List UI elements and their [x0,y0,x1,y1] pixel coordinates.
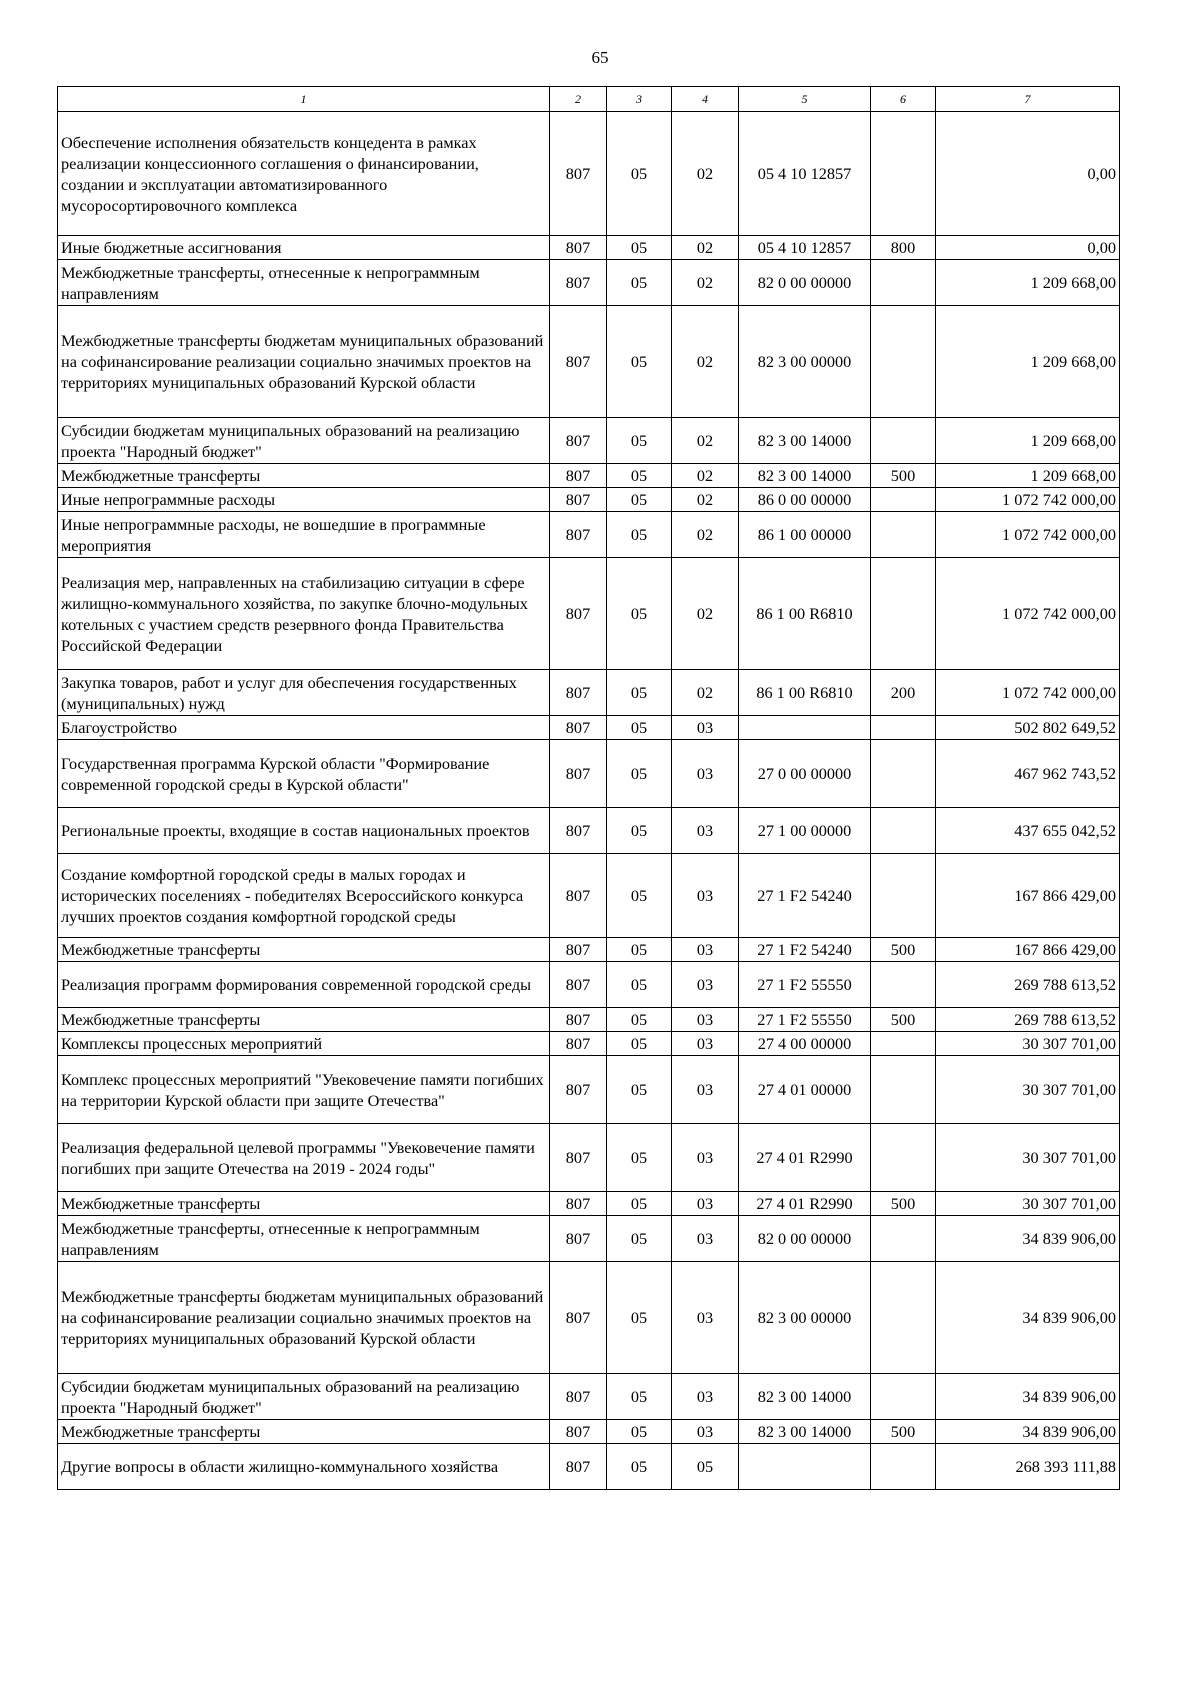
row-ministry: 807 [550,808,607,854]
row-ministry: 807 [550,512,607,558]
row-ministry: 807 [550,1032,607,1056]
row-amount: 167 866 429,00 [936,854,1120,938]
row-ministry: 807 [550,1124,607,1192]
row-section: 05 [607,1124,672,1192]
row-ministry: 807 [550,1262,607,1374]
row-subsection: 03 [672,808,739,854]
row-subsection: 02 [672,464,739,488]
row-ministry: 807 [550,716,607,740]
row-section: 05 [607,670,672,716]
row-ministry: 807 [550,418,607,464]
row-ministry: 807 [550,306,607,418]
table-row [58,260,1120,306]
row-target-code: 82 3 00 00000 [739,1262,871,1374]
row-name: Межбюджетные трансферты бюджетам муниципальных образований на софинансирование реализации социально значимых проектов на территориях муниципальных образований Курской области [58,1262,550,1374]
table-row [58,1056,1120,1124]
row-target-code: 27 4 01 R2990 [739,1192,871,1216]
table-row [58,1216,1120,1262]
row-expense-type [871,1032,936,1056]
row-ministry: 807 [550,854,607,938]
row-ministry: 807 [550,1420,607,1444]
row-target-code: 27 1 F2 54240 [739,938,871,962]
row-name: Закупка товаров, работ и услуг для обеспечения государственных (муниципальных) нужд [58,670,550,716]
row-expense-type [871,418,936,464]
table-row [58,1192,1120,1216]
row-subsection: 03 [672,1124,739,1192]
column-header: 6 [871,87,936,112]
row-target-code: 27 1 F2 54240 [739,854,871,938]
row-target-code: 82 3 00 14000 [739,464,871,488]
table-row [58,962,1120,1008]
column-header: 7 [936,87,1120,112]
row-amount: 34 839 906,00 [936,1216,1120,1262]
row-expense-type: 500 [871,464,936,488]
row-target-code: 27 4 01 00000 [739,1056,871,1124]
row-section: 05 [607,1374,672,1420]
row-subsection: 03 [672,962,739,1008]
row-amount: 1 209 668,00 [936,306,1120,418]
row-target-code: 27 1 F2 55550 [739,962,871,1008]
row-expense-type [871,1374,936,1420]
row-amount: 30 307 701,00 [936,1056,1120,1124]
row-name: Межбюджетные трансферты [58,1192,550,1216]
row-subsection: 03 [672,1420,739,1444]
row-amount: 1 072 742 000,00 [936,670,1120,716]
row-amount: 167 866 429,00 [936,938,1120,962]
row-subsection: 03 [672,1374,739,1420]
row-amount: 30 307 701,00 [936,1192,1120,1216]
row-section: 05 [607,306,672,418]
row-name: Комплексы процессных мероприятий [58,1032,550,1056]
row-name: Межбюджетные трансферты бюджетам муниципальных образований на софинансирование реализации социально значимых проектов на территориях муниципальных образований Курской области [58,306,550,418]
row-subsection: 03 [672,740,739,808]
row-expense-type [871,740,936,808]
row-target-code: 82 0 00 00000 [739,260,871,306]
row-section: 05 [607,740,672,808]
row-target-code [739,1444,871,1490]
page-number: 65 [591,48,609,67]
row-expense-type [871,488,936,512]
row-subsection: 03 [672,1262,739,1374]
row-section: 05 [607,808,672,854]
row-expense-type: 500 [871,1008,936,1032]
row-section: 05 [607,418,672,464]
row-subsection: 02 [672,236,739,260]
row-name: Субсидии бюджетам муниципальных образований на реализацию проекта "Народный бюджет" [58,1374,550,1420]
row-section: 05 [607,1420,672,1444]
row-name: Создание комфортной городской среды в малых городах и исторических поселениях - победителях Всероссийского конкурса лучших проектов создания комфортной городской среды [58,854,550,938]
row-name: Обеспечение исполнения обязательств концедента в рамках реализации концессионного соглашения о финансировании, создании и эксплуатации автоматизированного мусоросортировочного комплекса [58,112,550,236]
row-name: Субсидии бюджетам муниципальных образований на реализацию проекта "Народный бюджет" [58,418,550,464]
row-ministry: 807 [550,1192,607,1216]
row-amount: 1 072 742 000,00 [936,558,1120,670]
row-ministry: 807 [550,464,607,488]
row-section: 05 [607,938,672,962]
row-section: 05 [607,1444,672,1490]
row-target-code: 27 4 01 R2990 [739,1124,871,1192]
row-subsection: 02 [672,418,739,464]
row-amount: 1 209 668,00 [936,464,1120,488]
row-name: Межбюджетные трансферты [58,464,550,488]
row-ministry: 807 [550,1056,607,1124]
row-amount: 1 072 742 000,00 [936,488,1120,512]
row-name: Межбюджетные трансферты, отнесенные к непрограммным направлениям [58,1216,550,1262]
row-amount: 1 209 668,00 [936,418,1120,464]
row-target-code: 05 4 10 12857 [739,112,871,236]
row-name: Региональные проекты, входящие в состав национальных проектов [58,808,550,854]
row-amount: 30 307 701,00 [936,1032,1120,1056]
row-target-code: 86 0 00 00000 [739,488,871,512]
row-target-code: 27 4 00 00000 [739,1032,871,1056]
table-row [58,670,1120,716]
row-target-code: 86 1 00 R6810 [739,670,871,716]
row-amount: 502 802 649,52 [936,716,1120,740]
row-section: 05 [607,1192,672,1216]
row-ministry: 807 [550,670,607,716]
row-section: 05 [607,1032,672,1056]
row-subsection: 02 [672,512,739,558]
row-amount: 30 307 701,00 [936,1124,1120,1192]
table-row [58,1374,1120,1420]
row-amount: 1 209 668,00 [936,260,1120,306]
row-amount: 467 962 743,52 [936,740,1120,808]
row-ministry: 807 [550,740,607,808]
row-amount: 34 839 906,00 [936,1374,1120,1420]
row-expense-type [871,558,936,670]
row-name: Реализация федеральной целевой программы "Увековечение памяти погибших при защите Отечества на 2019 - 2024 годы" [58,1124,550,1192]
row-subsection: 02 [672,558,739,670]
table-row [58,558,1120,670]
row-amount: 0,00 [936,112,1120,236]
table-row [58,1262,1120,1374]
row-ministry: 807 [550,488,607,512]
row-name: Межбюджетные трансферты [58,1420,550,1444]
row-expense-type [871,1056,936,1124]
row-expense-type [871,1124,936,1192]
row-amount: 1 072 742 000,00 [936,512,1120,558]
row-expense-type [871,854,936,938]
row-subsection: 03 [672,938,739,962]
row-section: 05 [607,962,672,1008]
row-expense-type [871,716,936,740]
row-amount: 437 655 042,52 [936,808,1120,854]
row-amount: 34 839 906,00 [936,1262,1120,1374]
row-expense-type: 500 [871,1420,936,1444]
row-ministry: 807 [550,1216,607,1262]
table-row [58,306,1120,418]
row-ministry: 807 [550,1008,607,1032]
row-name: Межбюджетные трансферты [58,938,550,962]
row-name: Иные непрограммные расходы [58,488,550,512]
row-subsection: 03 [672,854,739,938]
table-row [58,1444,1120,1490]
table-row [58,512,1120,558]
row-subsection: 02 [672,670,739,716]
row-amount: 269 788 613,52 [936,962,1120,1008]
row-section: 05 [607,236,672,260]
row-amount: 34 839 906,00 [936,1420,1120,1444]
row-section: 05 [607,558,672,670]
table-row [58,236,1120,260]
row-ministry: 807 [550,1444,607,1490]
row-target-code: 82 3 00 00000 [739,306,871,418]
column-header: 1 [58,87,550,112]
table-row [58,854,1120,938]
row-expense-type [871,306,936,418]
table-row [58,740,1120,808]
row-section: 05 [607,488,672,512]
row-ministry: 807 [550,260,607,306]
row-target-code: 05 4 10 12857 [739,236,871,260]
row-subsection: 02 [672,306,739,418]
row-name: Другие вопросы в области жилищно-коммунального хозяйства [58,1444,550,1490]
row-ministry: 807 [550,938,607,962]
row-target-code [739,716,871,740]
row-section: 05 [607,1216,672,1262]
row-expense-type: 200 [871,670,936,716]
row-expense-type [871,808,936,854]
row-amount: 0,00 [936,236,1120,260]
column-header: 2 [550,87,607,112]
row-section: 05 [607,112,672,236]
row-expense-type: 500 [871,1192,936,1216]
row-section: 05 [607,260,672,306]
table-row [58,938,1120,962]
column-header: 3 [607,87,672,112]
table-row [58,488,1120,512]
row-target-code: 82 3 00 14000 [739,418,871,464]
row-subsection: 05 [672,1444,739,1490]
column-header: 5 [739,87,871,112]
table-row [58,1420,1120,1444]
row-subsection: 02 [672,260,739,306]
row-expense-type [871,512,936,558]
row-name: Межбюджетные трансферты [58,1008,550,1032]
table-row [58,808,1120,854]
row-name: Иные непрограммные расходы, не вошедшие в программные мероприятия [58,512,550,558]
row-expense-type: 800 [871,236,936,260]
row-section: 05 [607,1056,672,1124]
row-expense-type: 500 [871,938,936,962]
column-header: 4 [672,87,739,112]
header-row [58,87,1120,112]
row-target-code: 27 1 00 00000 [739,808,871,854]
row-section: 05 [607,854,672,938]
row-expense-type [871,1262,936,1374]
row-section: 05 [607,716,672,740]
row-expense-type [871,260,936,306]
row-ministry: 807 [550,112,607,236]
row-target-code: 86 1 00 R6810 [739,558,871,670]
budget-table [57,86,1120,1490]
table-row [58,1032,1120,1056]
row-target-code: 82 0 00 00000 [739,1216,871,1262]
row-ministry: 807 [550,1374,607,1420]
table-row [58,716,1120,740]
row-subsection: 03 [672,1216,739,1262]
row-name: Комплекс процессных мероприятий "Увековечение памяти погибших на территории Курской области при защите Отечества" [58,1056,550,1124]
row-name: Реализация программ формирования современной городской среды [58,962,550,1008]
row-name: Иные бюджетные ассигнования [58,236,550,260]
table-row [58,1008,1120,1032]
row-expense-type [871,1444,936,1490]
row-section: 05 [607,512,672,558]
row-ministry: 807 [550,558,607,670]
row-name: Межбюджетные трансферты, отнесенные к непрограммным направлениям [58,260,550,306]
row-amount: 269 788 613,52 [936,1008,1120,1032]
table-row [58,464,1120,488]
table-row [58,418,1120,464]
row-expense-type [871,1216,936,1262]
row-expense-type [871,962,936,1008]
row-subsection: 03 [672,1192,739,1216]
row-section: 05 [607,1262,672,1374]
row-subsection: 03 [672,1032,739,1056]
row-amount: 268 393 111,88 [936,1444,1120,1490]
row-subsection: 02 [672,112,739,236]
row-name: Реализация мер, направленных на стабилизацию ситуации в сфере жилищно-коммунального хозяйства, по закупке блочно-модульных котельных с участием средств резервного фонда Правительства Российской Федерации [58,558,550,670]
row-target-code: 27 0 00 00000 [739,740,871,808]
row-ministry: 807 [550,236,607,260]
row-target-code: 86 1 00 00000 [739,512,871,558]
row-subsection: 03 [672,1056,739,1124]
row-target-code: 82 3 00 14000 [739,1420,871,1444]
row-ministry: 807 [550,962,607,1008]
row-target-code: 27 1 F2 55550 [739,1008,871,1032]
row-section: 05 [607,464,672,488]
row-name: Благоустройство [58,716,550,740]
row-subsection: 02 [672,488,739,512]
row-expense-type [871,112,936,236]
row-subsection: 03 [672,1008,739,1032]
row-name: Государственная программа Курской области "Формирование современной городской среды в Курской области" [58,740,550,808]
row-subsection: 03 [672,716,739,740]
row-target-code: 82 3 00 14000 [739,1374,871,1420]
row-section: 05 [607,1008,672,1032]
table-row [58,1124,1120,1192]
table-row [58,112,1120,236]
